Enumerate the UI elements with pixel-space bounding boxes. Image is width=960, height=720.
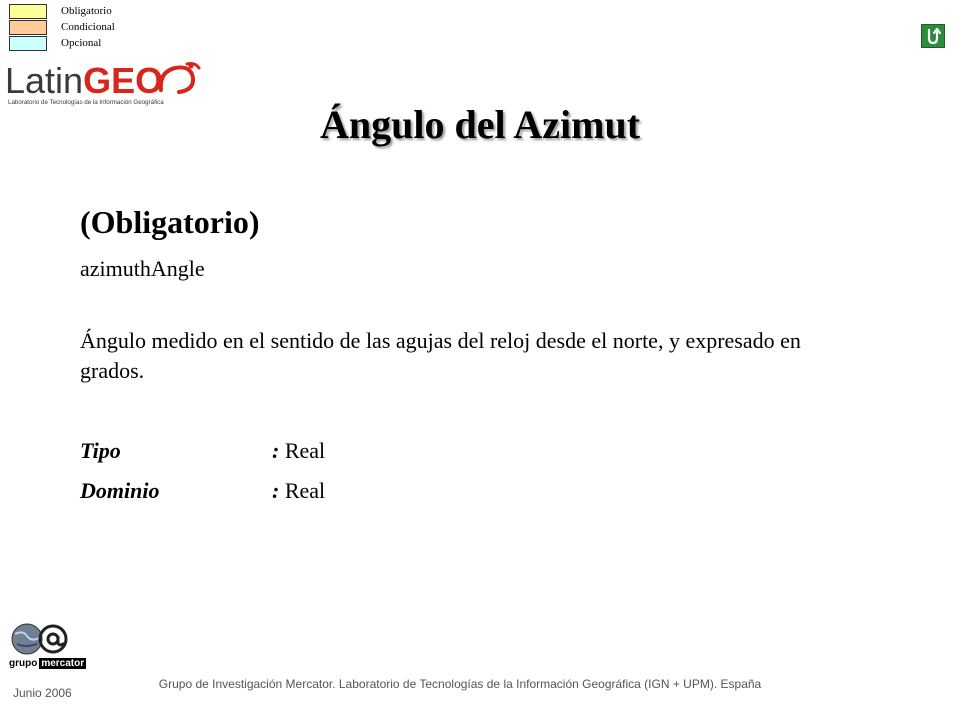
latingeo-latin-text: Latin — [5, 60, 84, 101]
property-value-tipo: Real — [279, 438, 326, 463]
footer-text: Grupo de Investigación Mercator. Laboratorio de Tecnologías de la Información Geográfica (IGN + UPM). España — [158, 677, 762, 691]
legend-swatch-obligatorio — [9, 4, 47, 19]
mercator-grupo-text: grupo — [9, 658, 38, 669]
latingeo-geo-text: GEO — [83, 60, 164, 101]
property-row-tipo — [80, 438, 325, 464]
property-colon-dominio: : — [272, 478, 280, 503]
legend-label-obligatorio: Obligatorio — [61, 5, 112, 17]
latingeo-tagline: Laboratorio de Tecnologías de la Información Geográfica — [8, 99, 164, 106]
latingeo-wordmark — [5, 62, 163, 100]
property-key-tipo: Tipo — [80, 438, 121, 463]
property-row-dominio — [80, 478, 325, 504]
obligation-label: (Obligatorio) — [80, 204, 260, 240]
property-colon-tipo: : — [272, 438, 280, 463]
legend-swatch-condicional — [9, 20, 47, 35]
legend-label-opcional: Opcional — [61, 37, 102, 49]
attribute-name: azimuthAngle — [80, 256, 205, 281]
mercator-globe-at-icon — [9, 622, 97, 656]
mercator-logo — [9, 622, 97, 676]
mercator-mercator-text: mercator — [41, 658, 85, 669]
property-value-dominio: Real — [279, 478, 326, 503]
legend-swatch-opcional — [9, 36, 47, 51]
latingeo-swirl-icon — [157, 60, 202, 98]
footer-date: Junio 2006 — [13, 686, 72, 700]
page-title: Ángulo del Azimut — [319, 102, 641, 147]
mercator-wordmark — [9, 656, 95, 671]
return-button[interactable] — [921, 24, 945, 48]
return-arrow-icon — [922, 25, 944, 47]
legend-label-condicional: Condicional — [61, 21, 115, 33]
property-key-dominio: Dominio — [80, 478, 160, 503]
attribute-description: Ángulo medido en el sentido de las agujas del reloj desde el norte, y expresado en grados. — [80, 328, 801, 383]
